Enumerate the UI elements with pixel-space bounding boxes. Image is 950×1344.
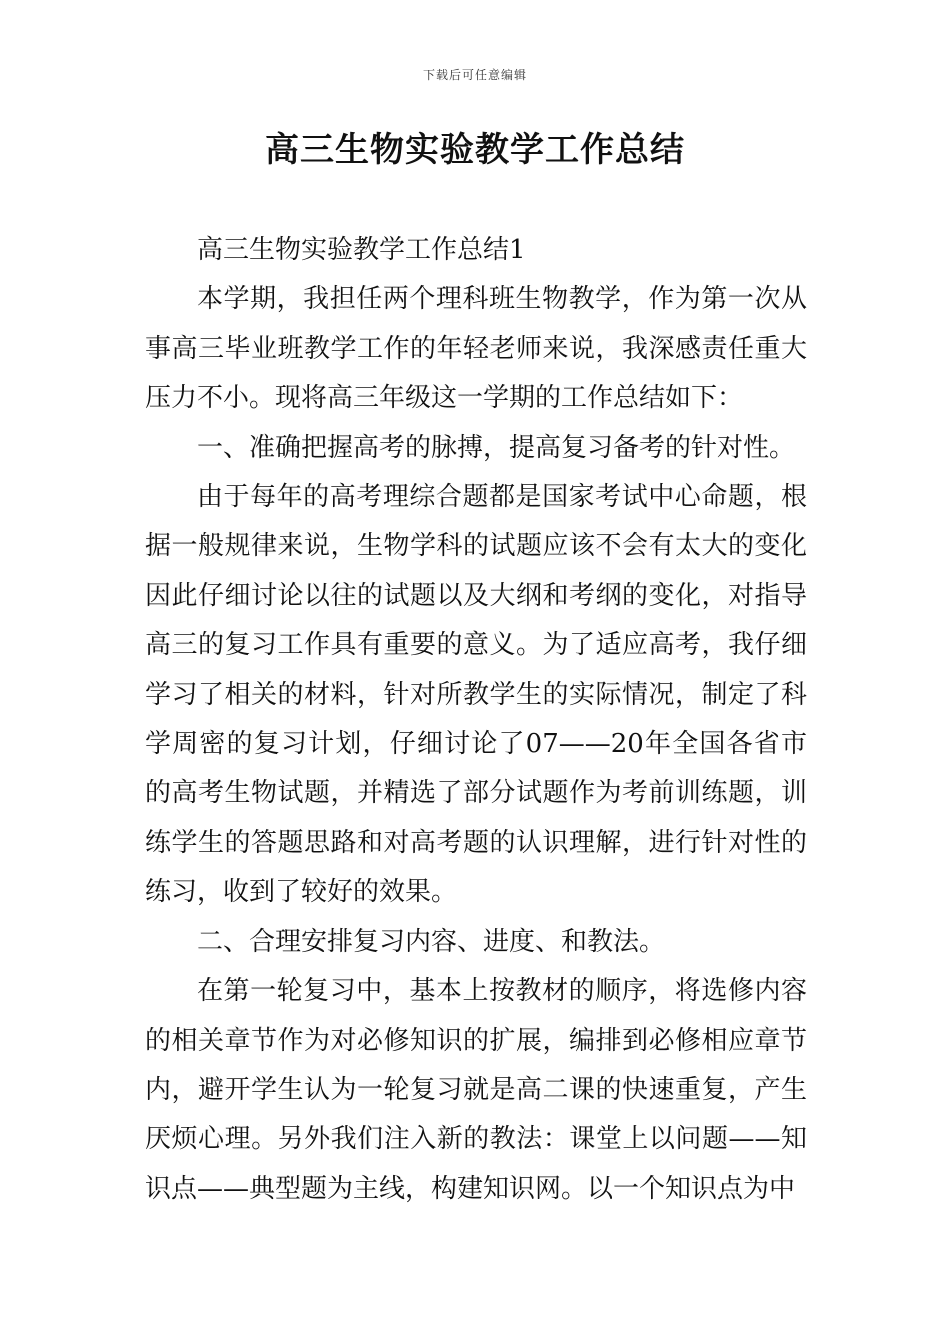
document-title: 高三生物实验教学工作总结 [265, 130, 685, 170]
body-paragraph: 在第一轮复习中，基本上按教材的顺序，将选修内容的相关章节作为对必修知识的扩展，编排到必修相应章节内，避开学生认为一轮复习就是高二课的快速重复，产生厌烦心理。另外我们注入新的教法：课堂上以问题——知识点——典型题为主线，构建知识网。以一个知识点为中 [145, 976, 807, 1204]
body-paragraph: 本学期，我担任两个理科班生物教学，作为第一次从事高三毕业班教学工作的年轻老师来说，我深感责任重大压力不小。现将高三年级这一学期的工作总结如下： [145, 284, 807, 414]
header-note: 下载后可任意编辑 [422, 68, 527, 82]
body-paragraph: 由于每年的高考理综合题都是国家考试中心命题，根据一般规律来说，生物学科的试题应该不会有太大的变化因此仔细讨论以往的试题以及大纲和考纲的变化，对指导高三的复习工作具有重要的意义。为了适应高考，我仔细学习了相关的材料，针对所教学生的实际情况，制定了科学周密的复习计划，仔细讨论了07——20年全国各省市的高考生物试题，并精选了部分试题作为考前训练题，训练学生的答题思路和对高考题的认识理解，进行针对性的练习，收到了较好的效果。 [145, 482, 807, 908]
section-heading: 高三生物实验教学工作总结1 [197, 235, 526, 265]
document-body [145, 226, 807, 1214]
subsection-heading: 二、合理安排复习内容、进度、和教法。 [197, 926, 666, 957]
subsection-heading: 一、准确把握高考的脉搏，提高复习备考的针对性。 [197, 432, 796, 463]
